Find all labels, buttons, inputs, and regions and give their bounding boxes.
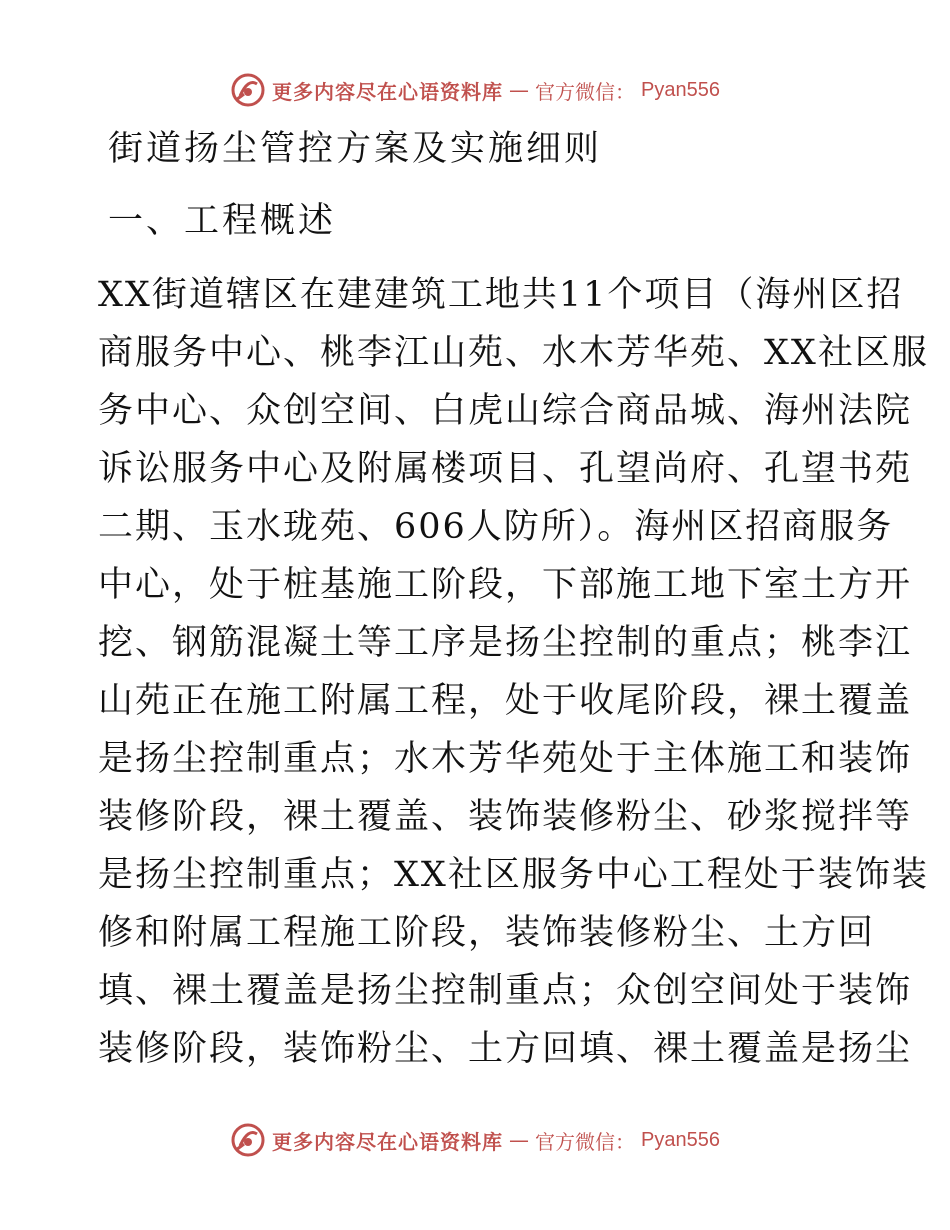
body-line: 修和附属工程施工阶段，装饰装修粉尘、土方回 <box>98 913 876 953</box>
watermark-logo-icon <box>230 1122 266 1158</box>
body-text <box>98 266 929 1078</box>
body-line: 商服务中心、桃李江山苑、水木芳华苑、XX社区服 <box>98 333 929 373</box>
watermark-logo-icon <box>230 72 266 108</box>
watermark-separator: — <box>509 78 530 102</box>
body-line: 是扬尘控制重点；XX社区服务中心工程处于装饰装 <box>98 855 929 895</box>
body-line: XX街道辖区在建建筑工地共11个项目（海州区招 <box>98 275 904 315</box>
watermark-wechat-id: Pyan556 <box>641 78 720 101</box>
body-line: 诉讼服务中心及附属楼项目、孔望尚府、孔望书苑 <box>98 449 913 489</box>
section-heading: 一、工程概述 <box>108 201 337 241</box>
body-line: 装修阶段，裸土覆盖、装饰装修粉尘、砂浆搅拌等 <box>98 797 913 837</box>
body-line: 二期、玉水珑苑、606人防所）。海州区招商服务 <box>98 507 894 547</box>
body-line: 填、裸土覆盖是扬尘控制重点；众创空间处于装饰 <box>98 971 913 1011</box>
watermark-official-label: 官方微信： <box>535 1129 636 1154</box>
watermark-official-label: 官方微信： <box>535 79 636 104</box>
header-watermark <box>0 70 950 110</box>
footer-watermark <box>0 1120 950 1160</box>
watermark-separator: — <box>509 1128 530 1152</box>
body-line: 中心，处于桩基施工阶段，下部施工地下室土方开 <box>98 565 913 605</box>
body-line: 是扬尘控制重点；水木芳华苑处于主体施工和装饰 <box>98 739 913 779</box>
body-line: 山苑正在施工附属工程，处于收尾阶段，裸土覆盖 <box>98 681 913 721</box>
watermark-wechat-id: Pyan556 <box>641 1128 720 1151</box>
body-line: 装修阶段，装饰粉尘、土方回填、裸土覆盖是扬尘 <box>98 1029 913 1069</box>
watermark-main-text: 更多内容尽在心语资料库 <box>272 79 504 104</box>
document-title: 街道扬尘管控方案及实施细则 <box>108 129 603 169</box>
watermark-main-text: 更多内容尽在心语资料库 <box>272 1129 504 1154</box>
body-line: 挖、钢筋混凝土等工序是扬尘控制的重点；桃李江 <box>98 623 913 663</box>
body-line: 务中心、众创空间、白虎山综合商品城、海州法院 <box>98 391 913 431</box>
